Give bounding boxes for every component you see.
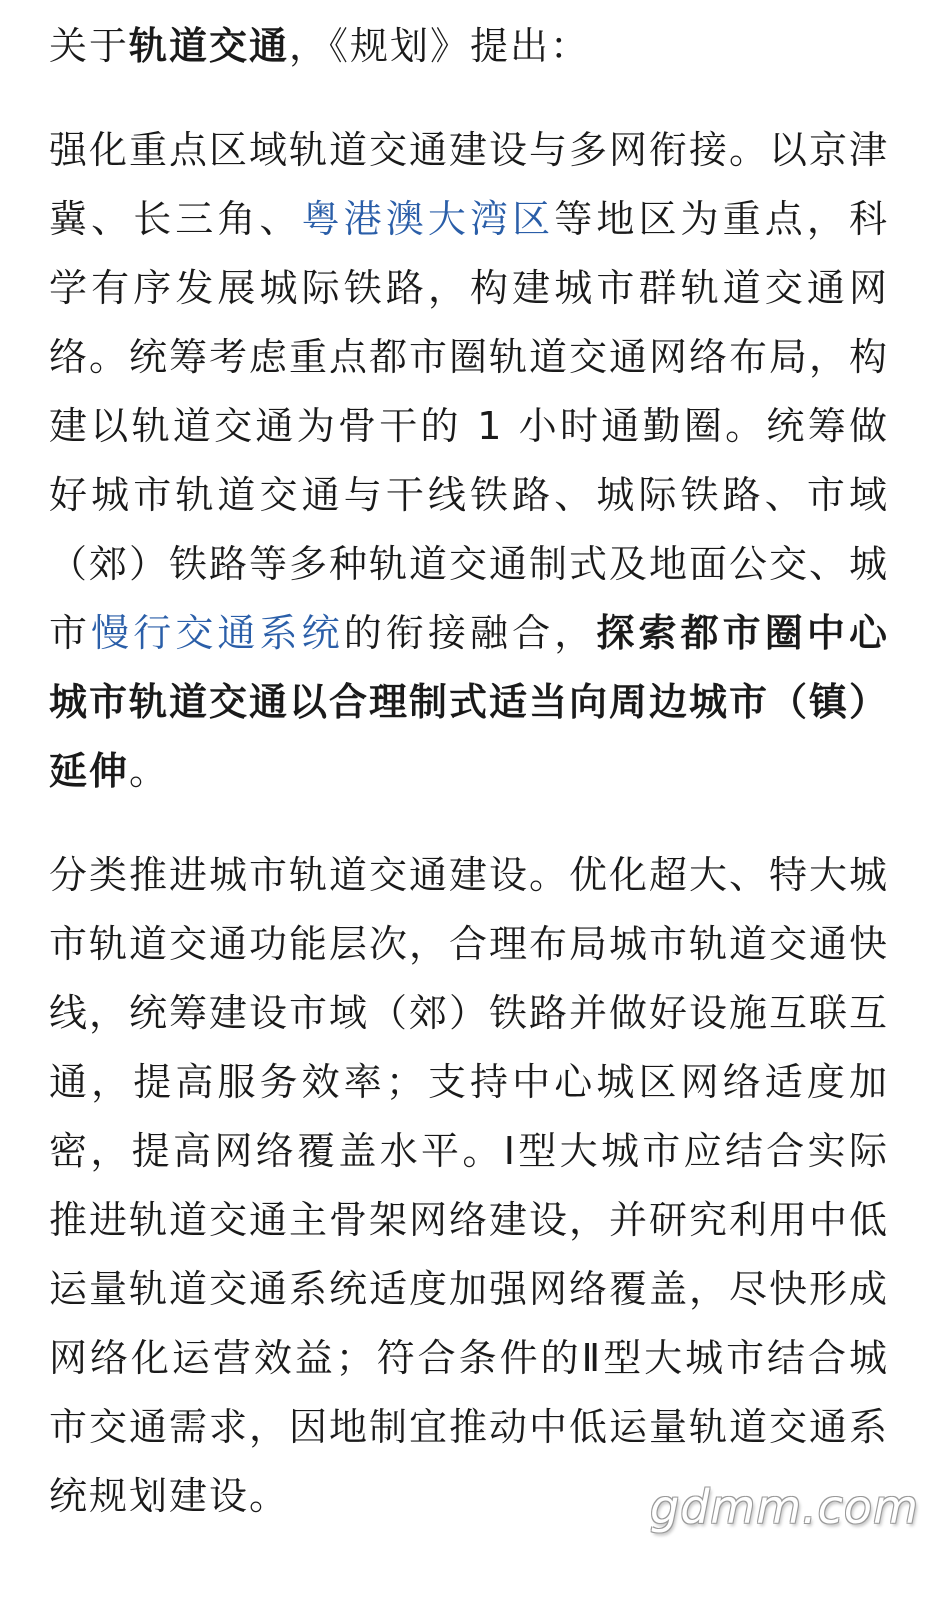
- para2-text: 分类推进城市轨道交通建设。优化超大、特大城市轨道交通功能层次，合理布局城市轨道交通快线，统筹建设市域（郊）铁路并做好设施互联互通，提高服务效率；支持中心城区网络适度加密，提高网络覆盖水平。Ⅰ型大城市应结合实际推进轨道交通主骨架网络建设，并研究利用中低运量轨道交通系统适度加强网络覆盖，尽快形成网络化运营效益；符合条件的Ⅱ型大城市结合城市交通需求，因地制宜推动中低运量轨道交通系统规划建设。: [49, 853, 890, 1518]
- para1-text-c: 的衔接融合，: [343, 611, 597, 655]
- intro-paragraph: [49, 12, 889, 81]
- link-slow-traffic-system[interactable]: 慢行交通系统: [91, 611, 344, 655]
- para1-text-a: 强化重点区域轨道交通建设与多网衔接。以京津冀、长三角、: [49, 128, 890, 241]
- para1-bold-emphasis: 探索都市圈中心城市轨道交通以合理制式适当向周边城市（镇）延伸: [49, 611, 890, 793]
- paragraph-classified-construction: [49, 841, 889, 1531]
- para1-text-b: 等地区为重点，科学有序发展城际铁路，构建城市群轨道交通网络。统筹考虑重点都市圈轨道交通网络布局，构建以轨道交通为骨干的 1 小时通勤圈。统筹做好城市轨道交通与干线铁路、城际铁路、市域（郊）铁路等多种轨道交通制式及地面公交、城市: [49, 197, 890, 655]
- para1-text-d: 。: [129, 749, 170, 793]
- article-body: [49, 12, 889, 1531]
- intro-bold-topic: 轨道交通: [129, 24, 290, 68]
- link-greater-bay-area[interactable]: 粤港澳大湾区: [301, 197, 555, 241]
- intro-prefix: 关于: [49, 24, 130, 68]
- paragraph-key-regions: [49, 116, 889, 806]
- watermark-logo: gdmm.com: [650, 1480, 919, 1534]
- intro-suffix: ，《规划》提出：: [289, 24, 591, 68]
